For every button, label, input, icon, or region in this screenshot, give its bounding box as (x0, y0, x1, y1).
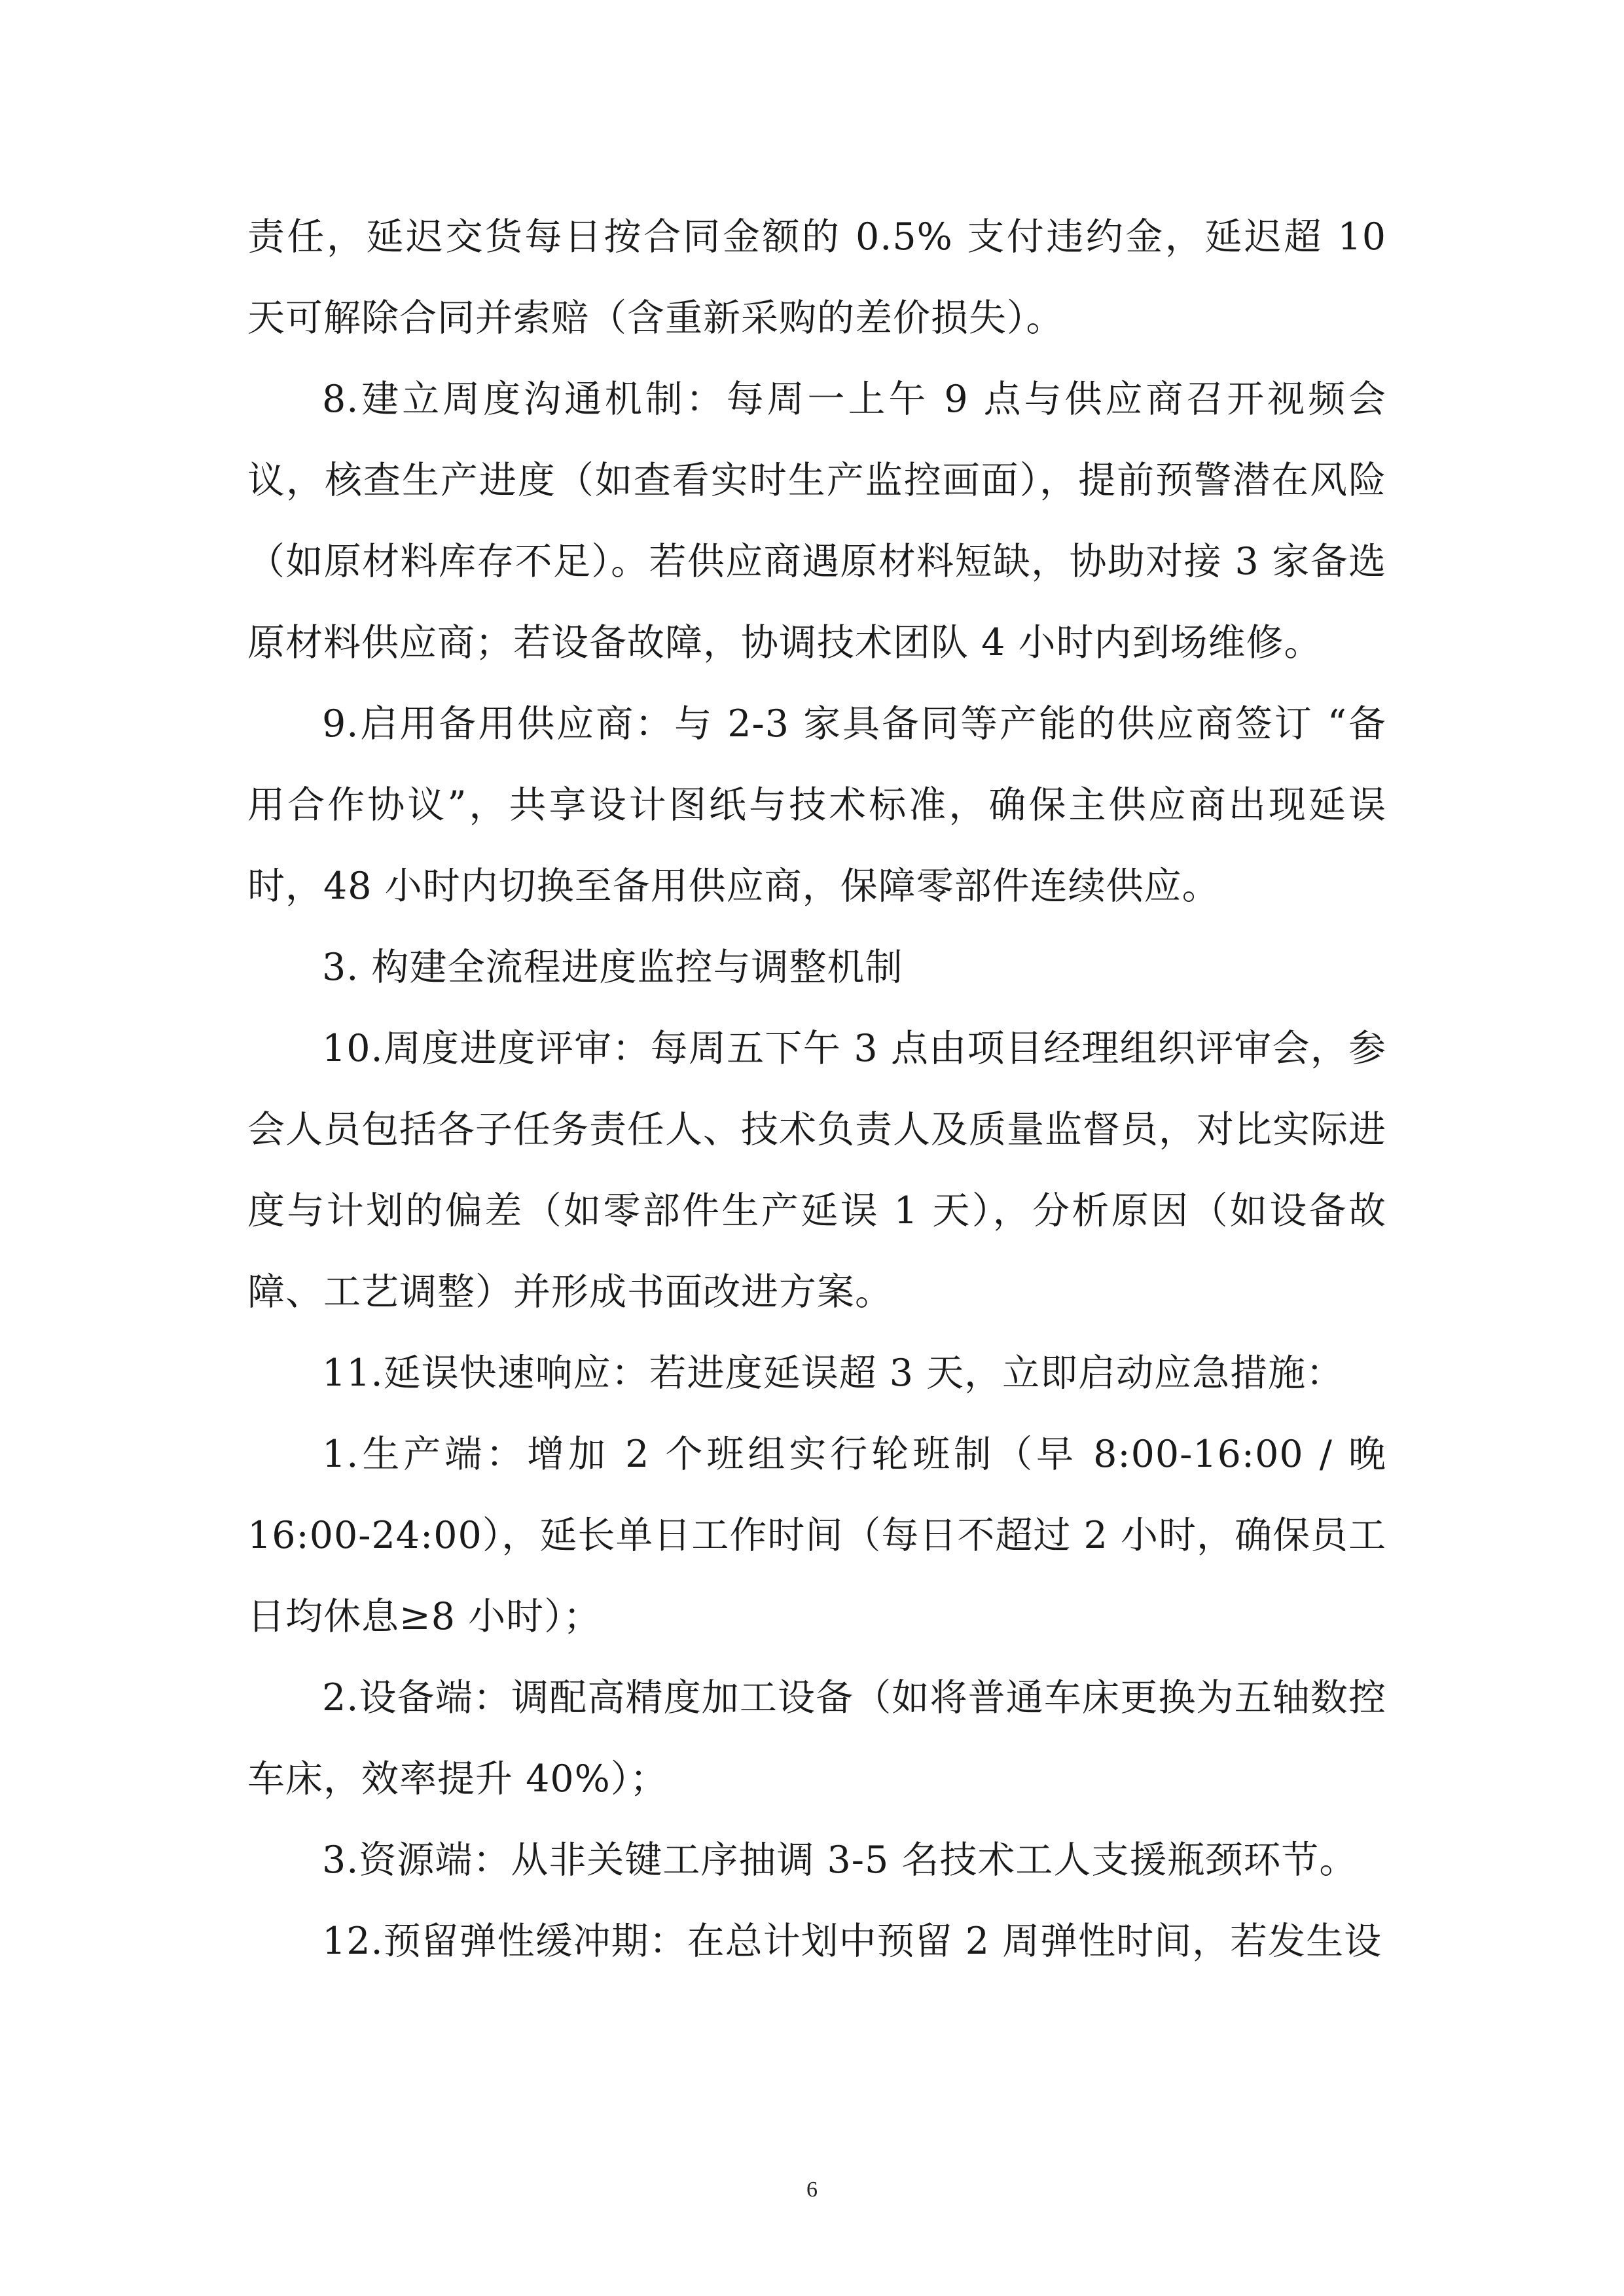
subitem-resources: 3.资源端：从非关键工序抽调 3-5 名技术工人支援瓶颈环节。 (322, 1839, 1358, 1882)
body-text (247, 196, 1386, 1982)
paragraph-continuation: 责任，延迟交货每日按合同金额的 0.5% 支付违约金，延迟超 10 天可解除合同并索赔（含重新采购的差价损失）。 (247, 215, 1386, 340)
page-number: 6 (806, 2178, 818, 2202)
paragraph-item-9: 9.启用备用供应商：与 2-3 家具备同等产能的供应商签订 “备用合作协议”，共享设计图纸与技术标准，确保主供应商出现延误时，48 小时内切换至备用供应商，保障零部件连续供应。 (247, 702, 1386, 908)
paragraph-item-10: 10.周度进度评审：每周五下午 3 点由项目经理组织评审会，参会人员包括各子任务责任人、技术负责人及质量监督员，对比实际进度与计划的偏差（如零部件生产延误 1 天），分析原因（如设备故障、工艺调整）并形成书面改进方案。 (247, 1027, 1386, 1314)
section-heading-3: 3. 构建全流程进度监控与调整机制 (322, 946, 903, 989)
paragraph-item-8: 8.建立周度沟通机制：每周一上午 9 点与供应商召开视频会议，核查生产进度（如查看实时生产监控画面），提前预警潜在风险（如原材料库存不足）。若供应商遇原材料短缺，协助对接 3 家备选原材料供应商；若设备故障，协调技术团队 4 小时内到场维修。 (247, 378, 1386, 664)
paragraph-item-12: 12.预留弹性缓冲期：在总计划中预留 2 周弹性时间，若发生设 (322, 1920, 1382, 1963)
subitem-production: 1.生产端：增加 2 个班组实行轮班制（早 8:00-16:00 / 晚 16:00-24:00），延长单日工作时间（每日不超过 2 小时，确保员工日均休息≥8 小时）； (247, 1433, 1386, 1638)
subitem-equipment: 2.设备端：调配高精度加工设备（如将普通车床更换为五轴数控车床，效率提升 40%）； (247, 1676, 1386, 1801)
paragraph-item-11: 11.延误快速响应：若进度延误超 3 天，立即启动应急措施： (322, 1352, 1344, 1395)
